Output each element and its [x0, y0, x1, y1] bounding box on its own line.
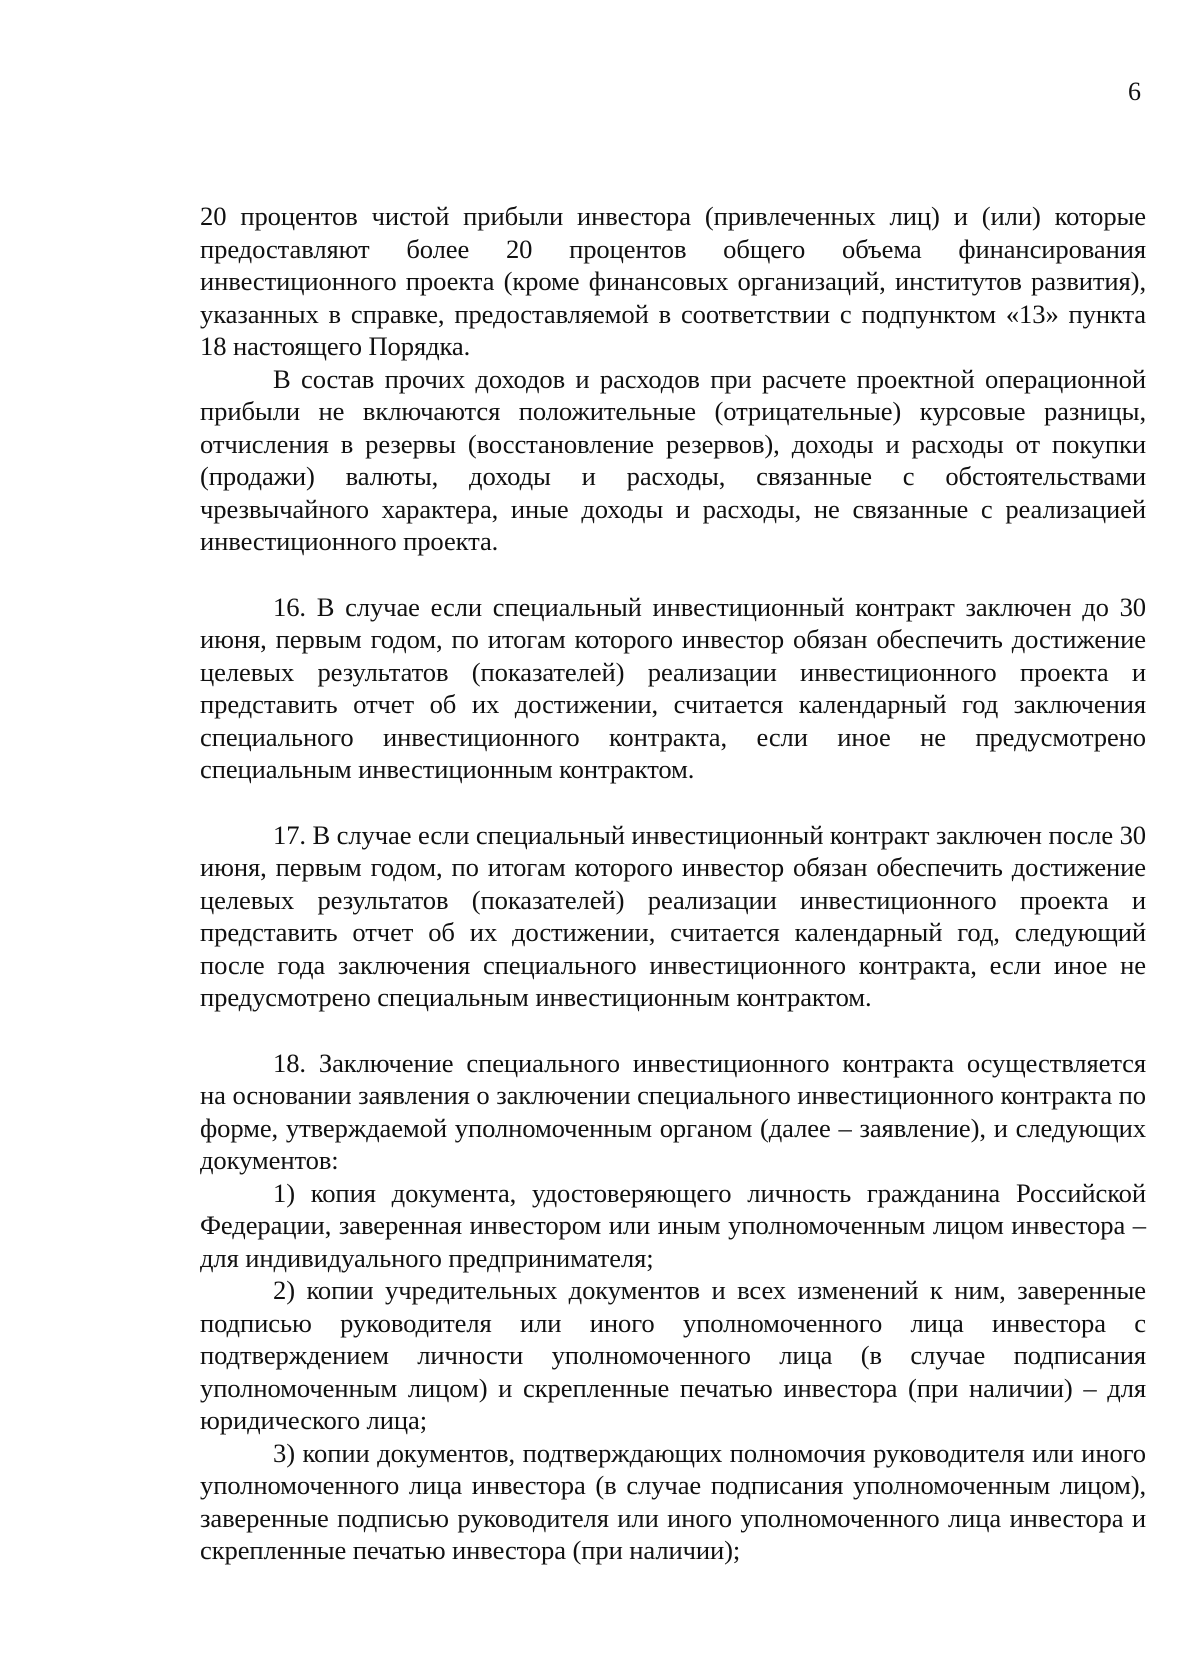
paragraph-16: 16. В случае если специальный инвестиционный контракт заключен до 30 июня, первым годом, по итогам которого инвестор обязан обеспечить достижение целевых результатов (показателей) реализации инвестиционного проекта и представить отчет об их достижении, считается календарный год заключения специального инвестиционного контракта, если иное не предусмотрено специальным инвестиционным контрактом.	[200, 591, 1146, 784]
document-body	[200, 200, 1146, 1567]
list-item-3: 3) копии документов, подтверждающих полномочия руководителя или иного уполномоченного лица инвестора (в случае подписания уполномоченным лицом), заверенные подписью руководителя или иного уполномоченного лица инвестора и скрепленные печатью инвестора (при наличии);	[200, 1437, 1146, 1565]
paragraph-continuation: 20 процентов чистой прибыли инвестора (привлеченных лиц) и (или) которые предоставляют более 20 процентов общего объема финансирования инвестиционного проекта (кроме финансовых организаций, институтов развития), указанных в справке, предоставляемой в соответствии с подпунктом «13» пункта 18 настоящего Порядка.	[200, 201, 1146, 361]
page-number: 6	[1128, 77, 1141, 106]
list-item-1: 1) копия документа, удостоверяющего личность гражданина Российской Федерации, заверенная инвестором или иным уполномоченным лицом инвестора – для индивидуального предпринимателя;	[200, 1177, 1146, 1273]
paragraph-other-income: В состав прочих доходов и расходов при расчете проектной операционной прибыли не включаются положительные (отрицательные) курсовые разницы, отчисления в резервы (восстановление резервов), доходы и расходы от покупки (продажи) валюты, доходы и расходы, связанные с обстоятельствами чрезвычайного характера, иные доходы и расходы, не связанные с реализацией инвестиционного проекта.	[200, 363, 1146, 556]
list-item-2: 2) копии учредительных документов и всех изменений к ним, заверенные подписью руководителя или иного уполномоченного лица инвестора с подтверждением личности уполномоченного лица (в случае подписания уполномоченным лицом) и скрепленные печатью инвестора (при наличии) – для юридического лица;	[200, 1275, 1146, 1435]
paragraph-17: 17. В случае если специальный инвестиционный контракт заключен после 30 июня, первым годом, по итогам которого инвестор обязан обеспечить достижение целевых результатов (показателей) реализации инвестиционного проекта и представить отчет об их достижении, считается календарный год, следующий после года заключения специального инвестиционного контракта, если иное не предусмотрено специальным инвестиционным контрактом.	[200, 819, 1146, 1012]
paragraph-18: 18. Заключение специального инвестиционного контракта осуществляется на основании заявления о заключении специального инвестиционного контракта по форме, утверждаемой уполномоченным органом (далее – заявление), и следующих документов:	[200, 1047, 1146, 1175]
